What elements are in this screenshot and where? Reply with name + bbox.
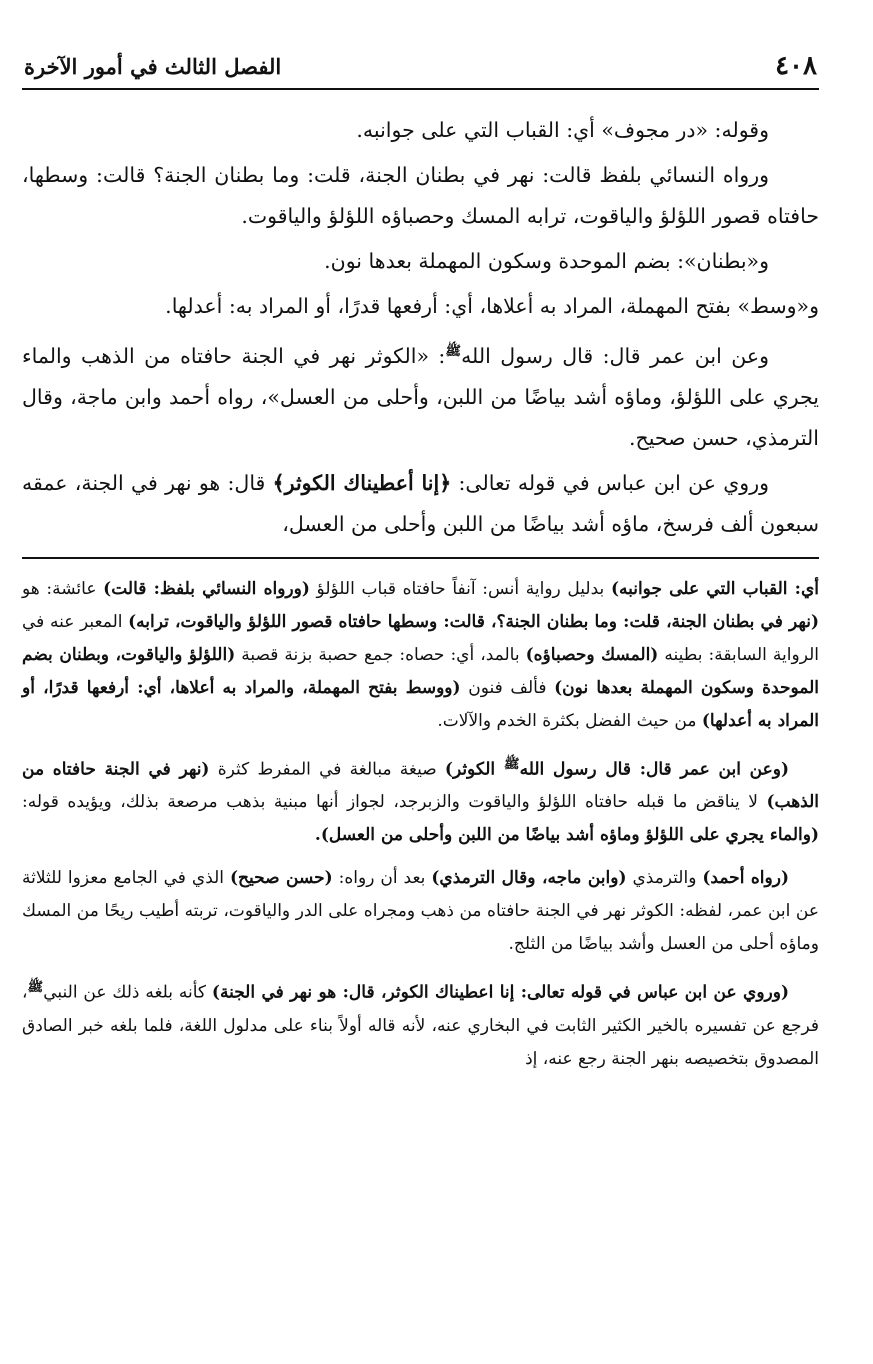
main-paragraph-3: و«بطنان»: بضم الموحدة وسكون المهملة بعدها نون. xyxy=(324,249,769,273)
salawat-glyph: ﷺ xyxy=(27,980,44,996)
commentary-bold: (اللؤلؤ والياقوت، وبطنان بضم الموحدة وسكون المهملة بعدها نون) xyxy=(22,644,819,698)
main-text xyxy=(22,110,819,545)
commentary-bold: (نهر في الجنة حافتاه من الذهب) xyxy=(22,759,819,813)
main-paragraph-4: و«وسط» بفتح المهملة، المراد به أعلاها، أي: أرفعها قدرًا، أو المراد به: أعدلها. xyxy=(165,294,819,318)
commentary-bold: (حسن صحيح) xyxy=(229,868,333,889)
main-paragraph-5 xyxy=(22,331,819,459)
main-paragraph-6 xyxy=(22,463,819,545)
commentary-plain: من حيث الفضل بكثرة الخدم والآلات. xyxy=(437,710,702,731)
commentary-bold: (ورواه النسائي بلفظ: قالت) xyxy=(103,578,310,599)
salawat-glyph: ﷺ xyxy=(503,756,520,772)
commentary-plain: ، فرجع عن تفسيره بالخير الكثير الثابت في البخاري عنه، لأنه قاله أولاً بناء على مدلول اللغة، فلما بلغه خبر الصادق المصدوق بتخصيصه بنهر الجنة رجع عنه، إذ xyxy=(22,983,819,1070)
main-paragraph-1: وقوله: «در مجوف» أي: القباب التي على جوانبه. xyxy=(356,118,769,142)
commentary-bold: أحمد) xyxy=(702,868,745,889)
hadith-text: : «الكوثر نهر في الجنة حافتاه من الذهب والماء يجري على اللؤلؤ، وماؤه أشد بياضًا من اللبن، وأحلى من العسل»، رواه أحمد وابن ماجة، وقال الترمذي، حسن صحيح. xyxy=(22,343,819,450)
commentary-paragraph-1 xyxy=(22,573,819,738)
commentary-divider xyxy=(22,557,819,559)
commentary-bold: (نهر في بطنان الجنة، قلت: وما بطنان الجنة؟، قالت: وسطها حافتاه قصور اللؤلؤ والياقوت، ترابه) xyxy=(128,611,819,632)
commentary-bold: أي: القباب التي على جوانبه) xyxy=(610,578,819,599)
commentary-paragraph-4 xyxy=(22,971,819,1076)
commentary-plain: عائشة: هو xyxy=(22,578,104,599)
page-number: ٤٠٨ xyxy=(775,51,817,81)
commentary-plain: كأنه بلغه ذلك عن النبي xyxy=(43,983,212,1004)
commentary-bold: الكوثر) xyxy=(444,759,504,780)
tafsir-text: قال: هو نهر في الجنة، عمقه سبعون ألف فرسخ، ماؤه أشد بياضًا من اللبن وأحلى من العسل، xyxy=(22,470,819,536)
page-header xyxy=(22,48,819,90)
commentary-plain: بعد أن رواه: xyxy=(332,868,432,889)
hadith-intro: وعن ابن عمر قال: قال رسول الله xyxy=(461,343,769,368)
quran-verse: ﴿إنا أعطيناك الكوثر﴾ xyxy=(272,470,452,495)
commentary-paragraph-2 xyxy=(22,748,819,853)
commentary-paragraph-3 xyxy=(22,862,819,961)
salawat-glyph: ﷺ xyxy=(445,344,462,359)
commentary-plain: لا يناقض ما قبله حافتاه اللؤلؤ والياقوت والزبرجد، لجواز أنها مبنية بذهب مرصعة بذلك، ويؤيده قوله: xyxy=(22,792,767,813)
running-title: الفصل الثالث في أمور الآخرة xyxy=(24,54,282,79)
main-paragraph-2: ورواه النسائي بلفظ قالت: نهر في بطنان الجنة، قلت: وما بطنان الجنة؟ قالت: وسطها، حافتاه قصور اللؤلؤ والياقوت، ترابه المسك وحصباؤه اللؤلؤ والياقوت. xyxy=(22,163,819,228)
commentary-text xyxy=(22,573,819,1076)
tafsir-intro: وروي عن ابن عباس في قوله تعالى: xyxy=(451,470,769,495)
commentary-plain: بالمد، أي: حصاه: جمع حصبة بزنة قصبة xyxy=(235,644,526,665)
book-page xyxy=(22,48,819,1086)
commentary-plain: الذي في الجامع معزوا للثلاثة عن ابن عمر، لفظه: الكوثر نهر في الجنة حافتاه من ذهب ومجراه على الدر والياقوت، تربته أطيب ريحًا من المسك وماؤه أحلى من العسل وأشد بياضًا من الثلج. xyxy=(22,868,819,955)
commentary-bold: (وعن ابن عمر قال: قال رسول الله xyxy=(519,759,789,780)
commentary-bold: (والماء يجري على اللؤلؤ وماؤه أشد بياضًا من اللبن وأحلى من العسل). xyxy=(314,825,819,846)
commentary-bold: (وروي عن ابن عباس في قوله تعالى: إنا اعطيناك الكوثر، قال: هو نهر في الجنة) xyxy=(211,983,789,1004)
commentary-plain: المعبر عنه في الرواية السابقة: بطينه xyxy=(22,611,819,665)
commentary-plain: فألف فنون xyxy=(460,677,555,698)
commentary-plain: بدليل رواية أنس: آنفاً حافتاه قباب اللؤلؤ xyxy=(309,578,611,599)
commentary-bold: (رواه xyxy=(744,868,789,889)
commentary-plain: والترمذي xyxy=(626,868,703,889)
commentary-bold: (وابن ماجه، وقال الترمذي) xyxy=(431,868,627,889)
commentary-bold: (ووسط بفتح المهملة، والمراد به أعلاها، أي: أرفعها قدرًا، أو المراد به أعدلها) xyxy=(22,677,819,731)
commentary-plain: صيغة مبالغة في المفرط كثرة xyxy=(209,759,445,780)
commentary-bold: (المسك وحصباؤه) xyxy=(525,644,659,665)
